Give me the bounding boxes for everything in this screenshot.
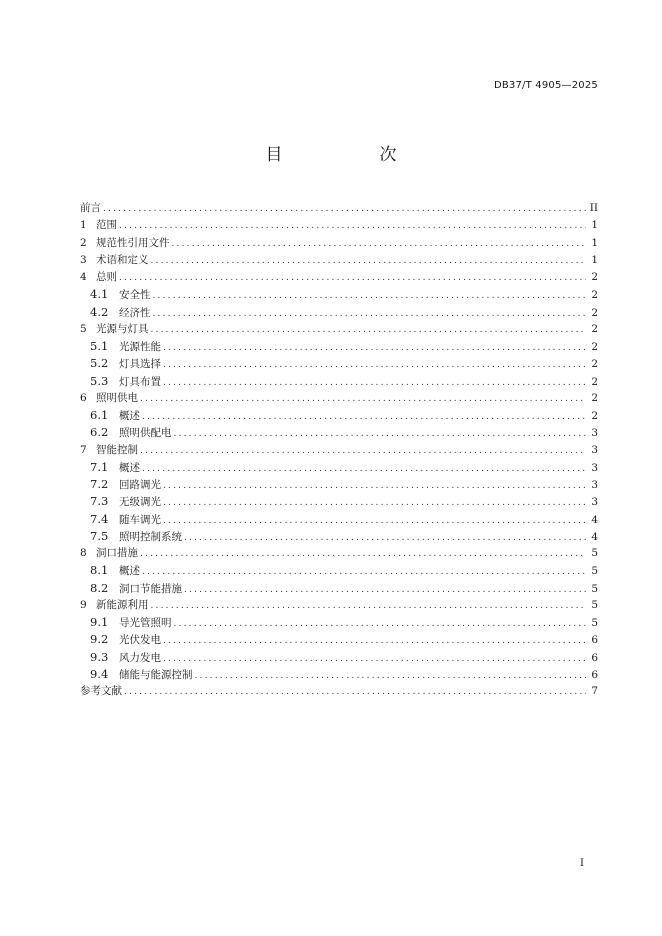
toc-entry-page: 6: [591, 668, 598, 681]
toc-leader-dots: [119, 218, 586, 235]
toc-entry[interactable]: [80, 562, 598, 579]
toc-leader-dots: [163, 651, 586, 668]
page-title: 目 次: [265, 145, 437, 165]
toc-entry[interactable]: [80, 304, 598, 321]
toc-entry-number: 7.1: [90, 459, 109, 474]
toc-entry[interactable]: [80, 631, 598, 648]
toc-entry-label: 总则: [96, 271, 117, 283]
toc-entry-label: 规范性引用文件: [96, 236, 170, 249]
toc-entry-label: 参考文献: [80, 685, 122, 697]
toc-entry-page: 5: [591, 565, 598, 578]
toc-entry-page: 2: [591, 322, 598, 335]
toc-entry-number: 6.2: [90, 425, 109, 440]
toc-leader-dots: [184, 582, 586, 599]
toc-entry-number: 9.4: [90, 666, 109, 681]
toc-entry-page: 3: [591, 443, 598, 456]
toc-entry-label: 洞口措施: [96, 547, 138, 559]
toc-leader-dots: [124, 684, 586, 701]
toc-leader-dots: [151, 598, 587, 615]
toc-entry-label: 安全性: [119, 289, 151, 302]
toc-entry-page: 5: [591, 617, 598, 629]
toc-entry-number: 9.3: [90, 649, 109, 664]
toc-entry-number: 2: [80, 236, 87, 249]
toc-entry-label: 前言: [80, 202, 101, 214]
toc-entry[interactable]: [80, 511, 598, 528]
toc-entry-number: 7.5: [90, 528, 109, 543]
toc-entry-number: 8: [80, 547, 87, 559]
toc-leader-dots: [163, 478, 586, 495]
toc-entry-label: 随车调光: [119, 513, 161, 526]
toc-leader-dots: [195, 668, 587, 685]
toc-entry-label: 范围: [96, 219, 117, 232]
toc-entry[interactable]: [80, 476, 598, 493]
toc-entry-page: 2: [591, 410, 598, 422]
toc-leader-dots: [163, 375, 586, 392]
toc-entry[interactable]: [80, 338, 598, 355]
toc-entry-page: 2: [591, 375, 598, 388]
toc-entry-label: 概述: [119, 565, 140, 578]
toc-entry-number: 1: [80, 219, 87, 232]
toc-entry-page: 6: [591, 651, 598, 664]
toc-entry-label: 光伏发电: [119, 634, 161, 647]
toc-entry-number: 9: [80, 598, 87, 611]
toc-leader-dots: [151, 322, 587, 339]
toc-entry-page: 6: [591, 634, 598, 647]
toc-leader-dots: [153, 306, 587, 323]
toc-entry[interactable]: [80, 407, 598, 424]
toc-entry-number: 3: [80, 253, 87, 266]
toc-leader-dots: [163, 495, 586, 512]
toc-entry-number: 9.2: [90, 632, 109, 647]
toc-entry-label: 回路调光: [119, 479, 161, 491]
toc-entry-number: 7: [80, 443, 87, 456]
toc-entry-label: 灯具选择: [119, 358, 161, 371]
toc-entry[interactable]: [80, 424, 598, 441]
toc-leader-dots: [163, 340, 586, 357]
toc-leader-dots: [119, 270, 586, 287]
toc-entry-page: 3: [591, 479, 598, 491]
toc-entry[interactable]: [80, 286, 598, 303]
toc-entry-page: 2: [591, 271, 598, 283]
toc-entry-page: 2: [591, 358, 598, 371]
toc-entry[interactable]: [80, 200, 598, 217]
toc-entry-page: 4: [591, 513, 598, 526]
toc-entry-label: 洞口节能措施: [119, 582, 182, 595]
toc-entry-page: 7: [591, 685, 598, 697]
toc-entry[interactable]: [80, 545, 598, 562]
toc-entry[interactable]: [80, 580, 598, 597]
toc-entry-label: 照明供电: [96, 391, 138, 404]
toc-entry-page: II: [589, 202, 598, 214]
toc-entry-label: 概述: [119, 461, 140, 474]
toc-leader-dots: [163, 513, 586, 530]
toc-entry[interactable]: [80, 269, 598, 286]
toc-entry[interactable]: [80, 442, 598, 459]
toc-entry-page: 3: [591, 461, 598, 474]
toc-entry-label: 照明控制系统: [119, 530, 182, 543]
toc-entry-page: 2: [591, 306, 598, 319]
toc-entry-label: 风力发电: [119, 651, 161, 664]
toc-entry-page: 1: [591, 219, 598, 232]
toc-leader-dots: [163, 357, 586, 374]
toc-entry-page: 3: [591, 496, 598, 509]
toc-entry-label: 灯具布置: [119, 375, 161, 388]
toc-entry-page: 2: [591, 289, 598, 302]
toc-entry-page: 5: [591, 547, 598, 559]
toc-leader-dots: [140, 546, 586, 563]
toc-entry-label: 光源性能: [119, 341, 161, 353]
toc-entry-label: 新能源利用: [96, 598, 149, 611]
toc-leader-dots: [140, 391, 586, 408]
toc-entry-number: 5.3: [90, 373, 109, 388]
toc-entry-number: 7.4: [90, 511, 109, 526]
toc-entry-label: 储能与能源控制: [119, 668, 193, 681]
toc-entry[interactable]: [80, 390, 598, 407]
toc-leader-dots: [184, 530, 586, 547]
toc-entry-label: 无级调光: [119, 496, 161, 509]
toc-entry-page: 5: [591, 598, 598, 611]
toc-entry-page: 1: [591, 236, 598, 249]
toc-entry-number: 7.3: [90, 494, 109, 509]
toc-entry-number: 6: [80, 391, 87, 404]
toc-leader-dots: [142, 564, 586, 581]
toc-leader-dots: [142, 461, 586, 478]
toc-entry-label: 光源与灯具: [96, 322, 149, 335]
toc-entry[interactable]: [80, 493, 598, 510]
toc-leader-dots: [174, 426, 587, 443]
toc-leader-dots: [163, 633, 586, 650]
toc-entry-number: 5.2: [90, 356, 109, 371]
toc-entry-number: 4.2: [90, 304, 109, 319]
toc-leader-dots: [151, 253, 587, 270]
toc-entry-label: 术语和定义: [96, 253, 149, 266]
toc-entry-page: 1: [591, 253, 598, 266]
toc-leader-dots: [103, 201, 586, 218]
toc-entry-label: 照明供配电: [119, 427, 172, 440]
toc-leader-dots: [140, 443, 586, 460]
toc-entry-number: 5.1: [90, 339, 109, 353]
toc-entry-label: 经济性: [119, 306, 151, 319]
toc-entry[interactable]: [80, 321, 598, 338]
toc-entry[interactable]: [80, 355, 598, 372]
toc-entry[interactable]: [80, 528, 598, 545]
toc-entry[interactable]: [80, 459, 598, 476]
toc-leader-dots: [174, 616, 587, 633]
toc-leader-dots: [153, 288, 587, 305]
toc-entry-label: 智能控制: [96, 443, 138, 456]
toc-entry-number: 8.2: [90, 580, 109, 595]
toc-entry-page: 3: [591, 427, 598, 440]
toc-entry[interactable]: [80, 235, 598, 252]
toc-entry-page: 4: [591, 530, 598, 543]
toc-entry-number: 4.1: [90, 287, 109, 302]
toc-entry-number: 6.1: [90, 408, 109, 422]
toc-entry[interactable]: [80, 373, 598, 390]
toc-entry-number: 9.1: [90, 615, 109, 629]
toc-entry-number: 4: [80, 271, 87, 283]
table-of-contents: [80, 200, 598, 700]
toc-entry-number: 7.2: [90, 477, 109, 491]
toc-leader-dots: [172, 236, 587, 253]
toc-entry-label: 概述: [119, 410, 140, 422]
toc-entry[interactable]: [80, 614, 598, 631]
toc-leader-dots: [142, 409, 586, 426]
toc-entry-page: 2: [591, 341, 598, 353]
toc-entry[interactable]: [80, 649, 598, 666]
toc-entry[interactable]: [80, 597, 598, 614]
toc-entry-number: 5: [80, 322, 87, 335]
toc-entry[interactable]: [80, 683, 598, 700]
toc-entry-number: 8.1: [90, 563, 109, 578]
toc-entry-page: 2: [591, 391, 598, 404]
toc-entry-label: 导光管照明: [119, 617, 172, 629]
toc-entry-page: 5: [591, 582, 598, 595]
toc-entry[interactable]: [80, 666, 598, 683]
toc-entry[interactable]: [80, 217, 598, 234]
footer-page-number: I: [580, 858, 584, 869]
toc-entry[interactable]: [80, 252, 598, 269]
doc-code: DB37/T 4905—2025: [493, 80, 598, 91]
